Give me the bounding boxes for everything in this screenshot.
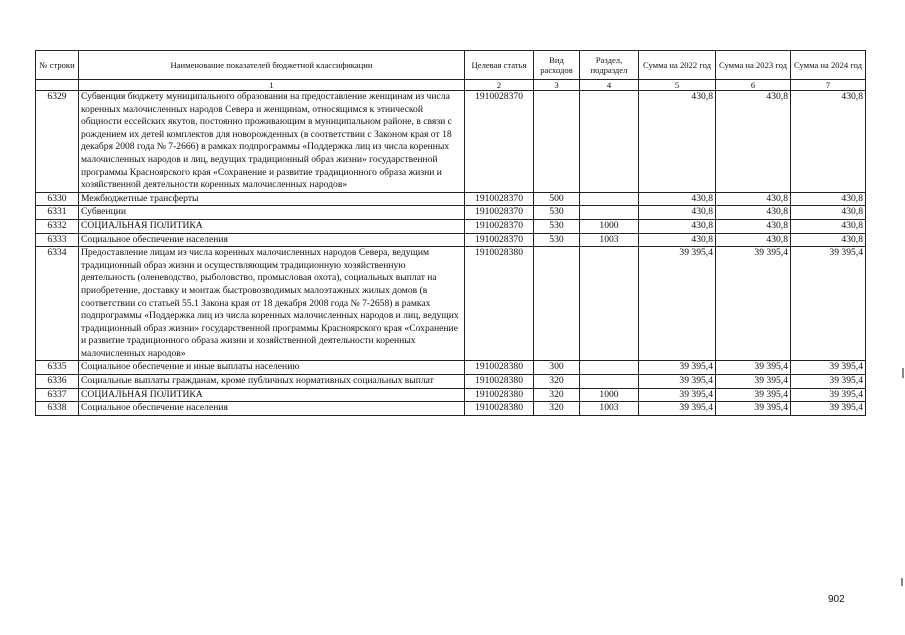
header-expense-type: Вид расходов <box>534 51 580 80</box>
section-code <box>580 192 639 206</box>
section-code <box>580 361 639 375</box>
column-number: 4 <box>580 80 639 91</box>
target-article: 1910028370 <box>465 233 534 247</box>
sum-2022: 430,8 <box>639 91 716 193</box>
row-number: 6331 <box>36 206 79 220</box>
section-code: 1003 <box>580 233 639 247</box>
target-article: 1910028380 <box>465 361 534 375</box>
header-sum-2022: Сумма на 2022 год <box>639 51 716 80</box>
indicator-name: Межбюджетные трансферты <box>79 192 465 206</box>
table-row <box>36 233 866 247</box>
sum-2022: 430,8 <box>639 192 716 206</box>
sum-2022: 39 395,4 <box>639 361 716 375</box>
indicator-name: Предоставление лицам из числа коренных малочисленных народов Севера, ведущим традиционный образ жизни и осуществляющим традиционную хозяйственную деятельность (оленеводство, рыболовство, промысловая охота), социальных выплат на приобретение, доставку и монтаж быстровозводимых малоэтажных жилых домов (в соответствии со статьей 55.1 Закона края от 18 декабря 2008 года № 7-2658) в рамках подпрограммы «Поддержка лиц из числа коренных малочисленных народов и лиц, ведущих традиционный образ жизни» государственной программы Красноярского края «Сохранение и развитие традиционного образа жизни и хозяйственной деятельности коренных малочисленных народов» <box>79 247 465 361</box>
table-row <box>36 361 866 375</box>
row-number: 6330 <box>36 192 79 206</box>
target-article: 1910028370 <box>465 206 534 220</box>
row-number: 6337 <box>36 388 79 402</box>
row-number: 6336 <box>36 375 79 389</box>
row-number: 6329 <box>36 91 79 193</box>
table-row <box>36 206 866 220</box>
target-article: 1910028380 <box>465 375 534 389</box>
scan-edge-mark <box>901 578 903 586</box>
row-number: 6332 <box>36 219 79 233</box>
sum-2023: 39 395,4 <box>716 402 791 416</box>
sum-2023: 39 395,4 <box>716 388 791 402</box>
header-sum-2023: Сумма на 2023 год <box>716 51 791 80</box>
target-article: 1910028370 <box>465 219 534 233</box>
page-number: 902 <box>828 594 845 605</box>
header-target-article: Целевая статья <box>465 51 534 80</box>
expense-type <box>534 91 580 193</box>
sum-2022: 39 395,4 <box>639 247 716 361</box>
sum-2024: 39 395,4 <box>791 402 866 416</box>
indicator-name: Социальные выплаты гражданам, кроме публичных нормативных социальных выплат <box>79 375 465 389</box>
expense-type: 300 <box>534 361 580 375</box>
column-number: 2 <box>465 80 534 91</box>
indicator-name: Субвенция бюджету муниципального образования на предоставление женщинам из числа коренных малочисленных народов Севера и женщинам, относящимся к этнической общности ессейских якутов, постоянно проживающим в муниципальном районе, в связи с рождением их детей комплектов для новорожденных (в соответствии с Законом края от 18 декабря 2008 года № 7-2666) в рамках подпрограммы «Поддержка лиц из числа коренных малочисленных народов и лиц, ведущих традиционный образ жизни» государственной программы Красноярского края «Сохранение и развитие традиционного образа жизни и хозяйственной деятельности коренных малочисленных народов» <box>79 91 465 193</box>
expense-type: 500 <box>534 192 580 206</box>
target-article: 1910028370 <box>465 91 534 193</box>
sum-2022: 430,8 <box>639 233 716 247</box>
target-article: 1910028380 <box>465 388 534 402</box>
sum-2024: 430,8 <box>791 192 866 206</box>
sum-2024: 39 395,4 <box>791 247 866 361</box>
target-article: 1910028380 <box>465 402 534 416</box>
row-number: 6334 <box>36 247 79 361</box>
row-number: 6338 <box>36 402 79 416</box>
sum-2022: 430,8 <box>639 219 716 233</box>
indicator-name: СОЦИАЛЬНАЯ ПОЛИТИКА <box>79 219 465 233</box>
table-row <box>36 375 866 389</box>
header-section: Раздел, подраздел <box>580 51 639 80</box>
target-article: 1910028380 <box>465 247 534 361</box>
column-number: 3 <box>534 80 580 91</box>
sum-2022: 39 395,4 <box>639 388 716 402</box>
sum-2023: 430,8 <box>716 91 791 193</box>
sum-2024: 430,8 <box>791 91 866 193</box>
sum-2024: 39 395,4 <box>791 388 866 402</box>
table-row <box>36 192 866 206</box>
section-code: 1003 <box>580 402 639 416</box>
row-number: 6333 <box>36 233 79 247</box>
sum-2024: 39 395,4 <box>791 361 866 375</box>
scan-edge-mark <box>902 368 904 378</box>
indicator-name: Социальное обеспечение и иные выплаты населению <box>79 361 465 375</box>
column-number: 6 <box>716 80 791 91</box>
column-number: 7 <box>791 80 866 91</box>
expense-type <box>534 247 580 361</box>
sum-2022: 39 395,4 <box>639 375 716 389</box>
sum-2024: 430,8 <box>791 219 866 233</box>
column-number-row <box>36 80 866 91</box>
indicator-name: Субвенции <box>79 206 465 220</box>
row-number: 6335 <box>36 361 79 375</box>
column-number <box>36 80 79 91</box>
table-row <box>36 91 866 193</box>
section-code: 1000 <box>580 388 639 402</box>
expense-type: 530 <box>534 219 580 233</box>
sum-2023: 39 395,4 <box>716 375 791 389</box>
sum-2024: 39 395,4 <box>791 375 866 389</box>
table-row <box>36 247 866 361</box>
section-code <box>580 375 639 389</box>
sum-2023: 39 395,4 <box>716 361 791 375</box>
sum-2023: 39 395,4 <box>716 247 791 361</box>
header-indicator-name: Наименование показателей бюджетной классификации <box>79 51 465 80</box>
expense-type: 320 <box>534 375 580 389</box>
sum-2023: 430,8 <box>716 206 791 220</box>
target-article: 1910028370 <box>465 192 534 206</box>
sum-2022: 39 395,4 <box>639 402 716 416</box>
section-code <box>580 206 639 220</box>
budget-table <box>35 50 866 416</box>
sum-2022: 430,8 <box>639 206 716 220</box>
header-row-number: № строки <box>36 51 79 80</box>
indicator-name: Социальное обеспечение населения <box>79 233 465 247</box>
expense-type: 530 <box>534 206 580 220</box>
expense-type: 530 <box>534 233 580 247</box>
expense-type: 320 <box>534 402 580 416</box>
sum-2023: 430,8 <box>716 233 791 247</box>
expense-type: 320 <box>534 388 580 402</box>
sum-2024: 430,8 <box>791 233 866 247</box>
header-row <box>36 51 866 80</box>
indicator-name: Социальное обеспечение населения <box>79 402 465 416</box>
sum-2023: 430,8 <box>716 192 791 206</box>
table-row <box>36 219 866 233</box>
section-code <box>580 247 639 361</box>
header-sum-2024: Сумма на 2024 год <box>791 51 866 80</box>
section-code: 1000 <box>580 219 639 233</box>
table-row <box>36 388 866 402</box>
sum-2024: 430,8 <box>791 206 866 220</box>
section-code <box>580 91 639 193</box>
sum-2023: 430,8 <box>716 219 791 233</box>
column-number: 5 <box>639 80 716 91</box>
indicator-name: СОЦИАЛЬНАЯ ПОЛИТИКА <box>79 388 465 402</box>
column-number: 1 <box>79 80 465 91</box>
table-row <box>36 402 866 416</box>
